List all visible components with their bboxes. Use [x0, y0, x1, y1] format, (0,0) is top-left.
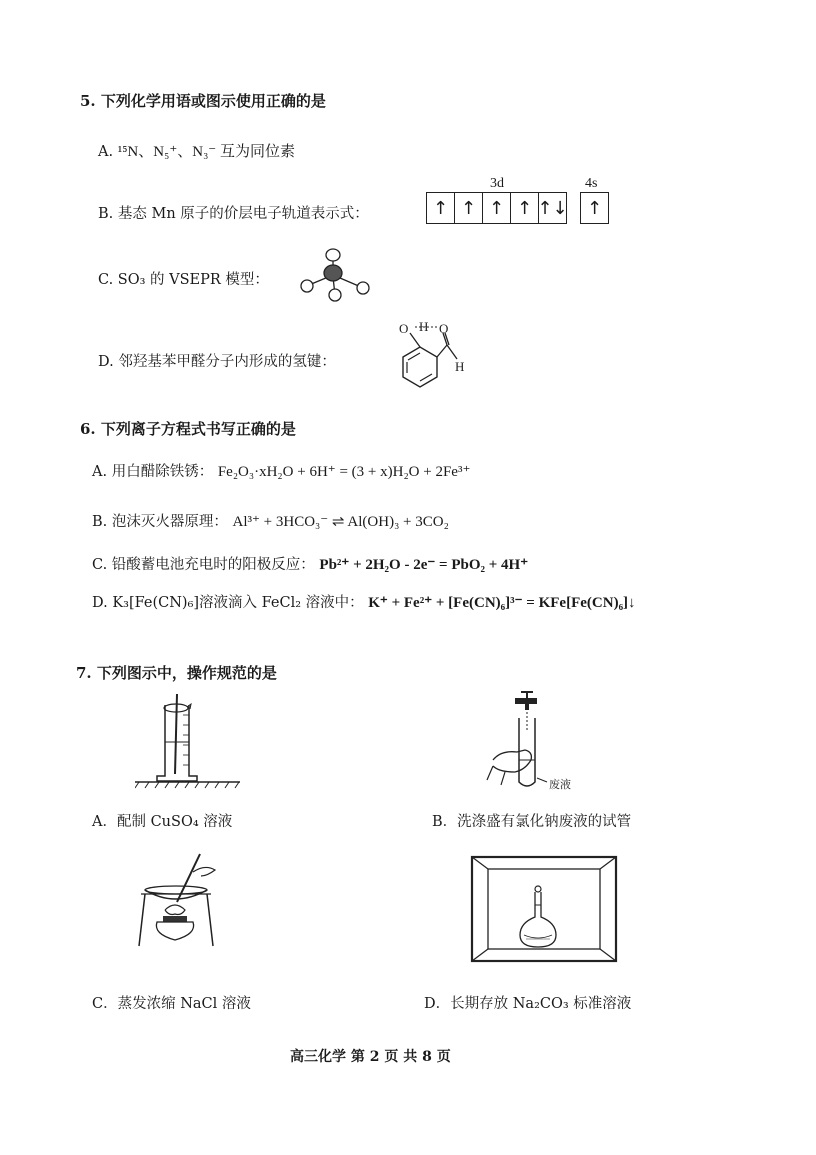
q6-c-text: 铅酸蓄电池充电时的阳极反应：: [111, 557, 315, 573]
q6-a-equation: Fe₂O₃·xH₂O + 6H⁺ = (3 + x)H₂O + 2Fe³⁺: [217, 464, 471, 480]
orbital-diagram-4s: [580, 192, 609, 224]
q5-option-b: [98, 202, 369, 223]
q6-c-prefix: C.: [92, 557, 108, 573]
q5-stem: 5. 下列化学用语或图示使用正确的是: [80, 92, 326, 110]
q6-a-text: 用白醋除铁锈：: [111, 464, 214, 480]
orbital-4s-1: ↑: [586, 197, 603, 219]
q7-stem: 7. 下列图示中，操作规范的是: [76, 664, 277, 682]
q5-d-text: 邻羟基苯甲醛分子内形成的氢键：: [118, 354, 336, 370]
q6-d-equation: K⁺ + Fe²⁺ + [Fe(CN)₆]³⁻ = KFe[Fe(CN)₆]↓: [368, 595, 636, 611]
q5-a-prefix: A.: [98, 144, 114, 160]
orbital-3d-4: ↑: [511, 193, 539, 223]
q7-option-d: D．长期存放 Na₂CO₃ 标准溶液: [424, 996, 632, 1012]
q7-option-b: B．洗涤盛有氯化钠废液的试管: [432, 814, 632, 830]
figure-b-washing-tube: [485, 690, 595, 800]
q6-option-c: [92, 553, 528, 574]
orbital-3d-2: ↑: [455, 193, 483, 223]
q6-d-text: K₃[Fe(CN)₆]溶液滴入 FeCl₂ 溶液中：: [112, 595, 364, 611]
q6-option-d: [92, 591, 636, 612]
q7-option-c: C．蒸发浓缩 NaCl 溶液: [92, 996, 251, 1012]
q6-a-prefix: A.: [92, 464, 108, 480]
q6-b-prefix: B.: [92, 514, 108, 530]
fig-o-right: O: [439, 321, 449, 336]
q6-stem: 6. 下列离子方程式书写正确的是: [80, 420, 296, 438]
orbital-diagram-3d: [426, 192, 567, 224]
fig-h: H: [455, 359, 465, 374]
q5-option-d: [98, 350, 336, 371]
orbital-label-3d: 3d: [490, 176, 504, 191]
q6-option-b: [92, 510, 449, 531]
q5-option-c: [98, 268, 269, 289]
page-footer: 高三化学 第 2 页 共 8 页: [290, 1049, 451, 1065]
q6-b-text: 泡沫灭火器原理：: [111, 514, 228, 530]
q6-b-equation: Al³⁺ + 3HCO₃⁻ ⇌ Al(OH)₃ + 3CO₂: [232, 514, 449, 530]
q6-option-a: [92, 460, 470, 481]
waste-liquid-label: 废液: [549, 778, 571, 791]
so3-vsepr-model-figure: [295, 245, 375, 305]
q5-d-prefix: D.: [98, 354, 114, 370]
fig-o-left: O: [399, 321, 409, 336]
q6-d-prefix: D.: [92, 595, 108, 611]
orbital-3d-5: ↑↓: [537, 197, 568, 219]
figure-d-flask-cabinet: [470, 855, 620, 965]
q5-a-text: ¹⁵N、N₅⁺、N₃⁻ 互为同位素: [117, 144, 295, 160]
figure-a-cylinder-dissolving: [135, 690, 245, 790]
orbital-3d-3: ↑: [483, 193, 511, 223]
hydrogen-bond-figure: [375, 315, 475, 405]
q7-option-a: A．配制 CuSO₄ 溶液: [92, 814, 233, 830]
q5-option-a: [98, 140, 295, 161]
q5-c-text: SO₃ 的 VSEPR 模型：: [117, 272, 269, 288]
figure-c-evaporating-dish: [135, 850, 245, 955]
q5-b-text: 基态 Mn 原子的价层电子轨道表示式：: [117, 206, 369, 222]
orbital-label-4s: 4s: [585, 176, 598, 191]
q5-c-prefix: C.: [98, 272, 114, 288]
q5-b-prefix: B.: [98, 206, 114, 222]
fig-h-bond: H: [419, 319, 429, 334]
orbital-3d-1: ↑: [427, 193, 455, 223]
q6-c-equation: Pb²⁺ + 2H₂O - 2e⁻ = PbO₂ + 4H⁺: [319, 557, 529, 573]
